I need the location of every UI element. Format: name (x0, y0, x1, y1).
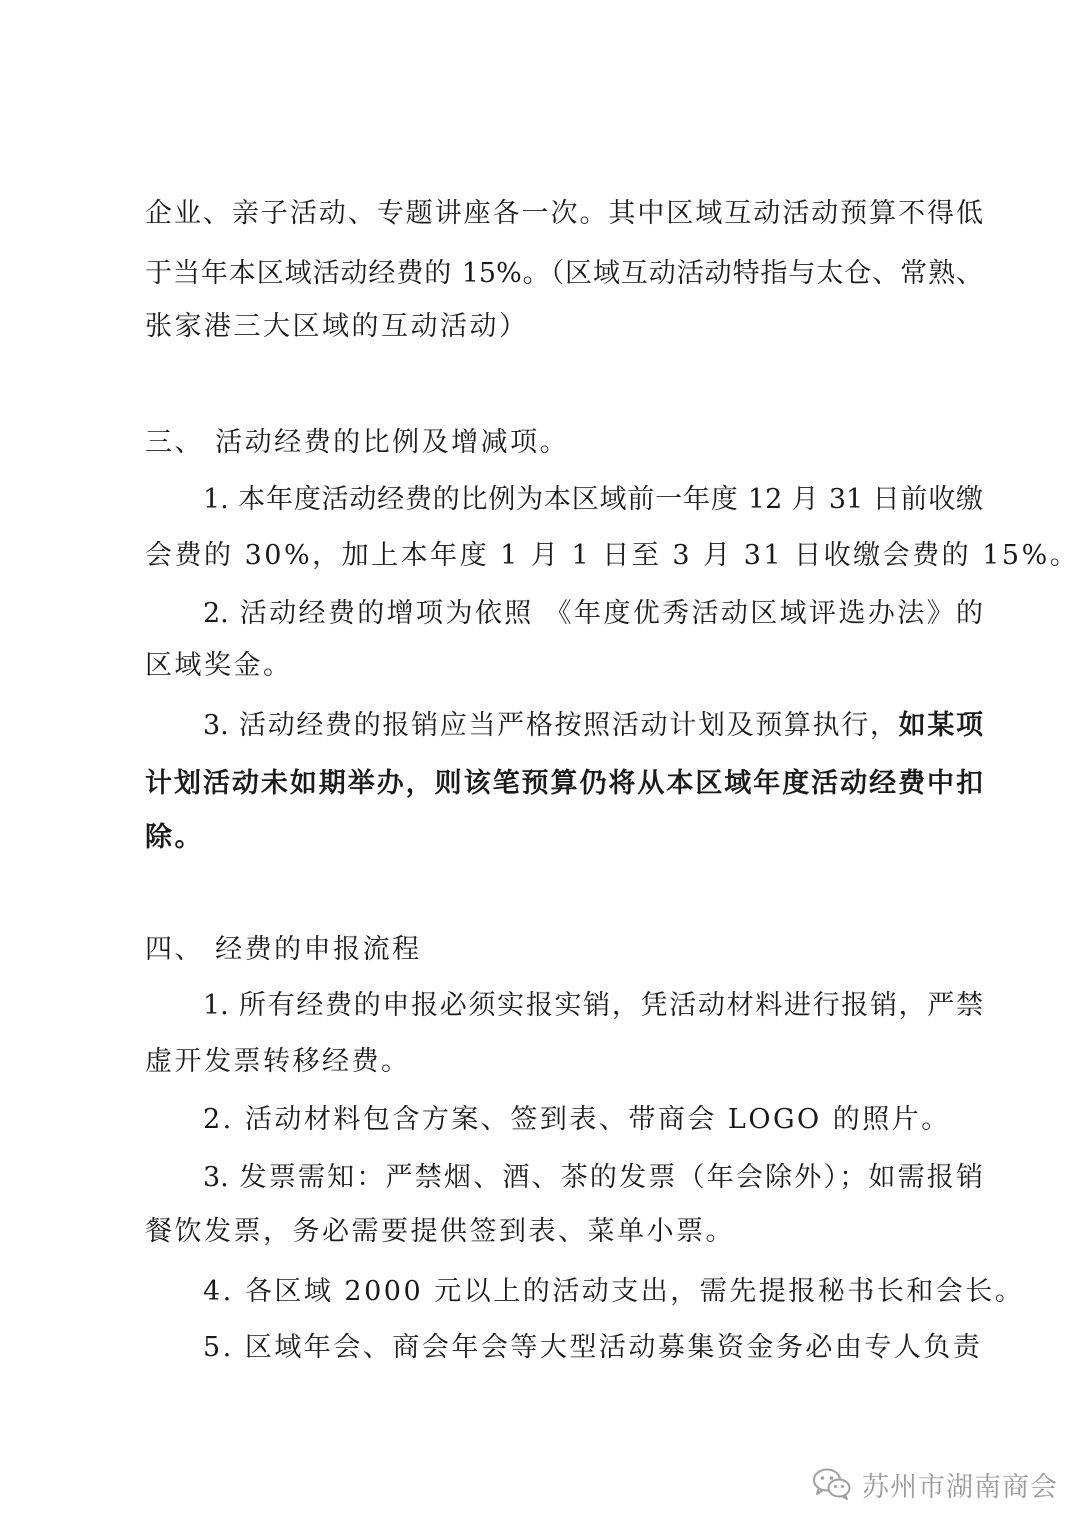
section-4-item-1-line-1: 1. 所有经费的申报必须实报实销，凭活动材料进行报销，严禁 (203, 990, 983, 1021)
section-3-item-2-line-2: 区域奖金。 (145, 650, 293, 681)
watermark (812, 1462, 1058, 1506)
section-4-item-4: 4. 各区域 2000 元以上的活动支出，需先提报秘书长和会长。 (203, 1276, 1025, 1307)
section-3-item-3-text: 3. 活动经费的报销应当严格按照活动计划及预算执行， (203, 710, 899, 741)
section-4-item-3-line-2: 餐饮发票，务必需要提供签到表、菜单小票。 (145, 1216, 735, 1247)
section-3-item-1-line-2: 会费的 30%，加上本年度 1 月 1 日至 3 月 31 日收缴会费的 15%。 (145, 540, 1080, 571)
intro-line-3: 张家港三大区域的互动活动） (145, 311, 529, 342)
section-3-item-3-line-1 (203, 706, 983, 746)
section-4-item-1-line-2: 虚开发票转移经费。 (145, 1046, 411, 1077)
section-3-item-3-line-3: 除。 (145, 822, 204, 853)
section-3-item-3-bold-text: 如某项 (898, 710, 983, 741)
wechat-icon (812, 1467, 852, 1501)
section-4-item-5: 5. 区域年会、商会年会等大型活动募集资金务必由专人负责 (203, 1332, 983, 1363)
section-3-heading: 三、 活动经费的比例及增减项。 (145, 427, 570, 458)
section-3-item-1-line-1: 1. 本年度活动经费的比例为本区域前一年度 12 月 31 日前收缴 (203, 484, 983, 515)
section-4-item-3-line-1: 3. 发票需知：严禁烟、酒、茶的发票（年会除外）；如需报销 (203, 1162, 983, 1193)
section-4-item-2: 2. 活动材料包含方案、签到表、带商会 LOGO 的照片。 (203, 1104, 951, 1135)
section-3-item-2-line-1: 2. 活动经费的增项为依照 《年度优秀活动区域评选办法》的 (203, 598, 983, 629)
section-4-heading: 四、 经费的申报流程 (145, 934, 422, 965)
watermark-text: 苏州市湖南商会 (862, 1471, 1058, 1503)
section-3-item-3-line-2: 计划活动未如期举办，则该笔预算仍将从本区域年度活动经费中扣 (145, 768, 983, 799)
intro-line-2: 于当年本区域活动经费的 15%。（区域互动活动特指与太仓、常熟、 (145, 258, 983, 289)
intro-line-1: 企业、亲子活动、专题讲座各一次。其中区域互动活动预算不得低 (145, 198, 983, 229)
